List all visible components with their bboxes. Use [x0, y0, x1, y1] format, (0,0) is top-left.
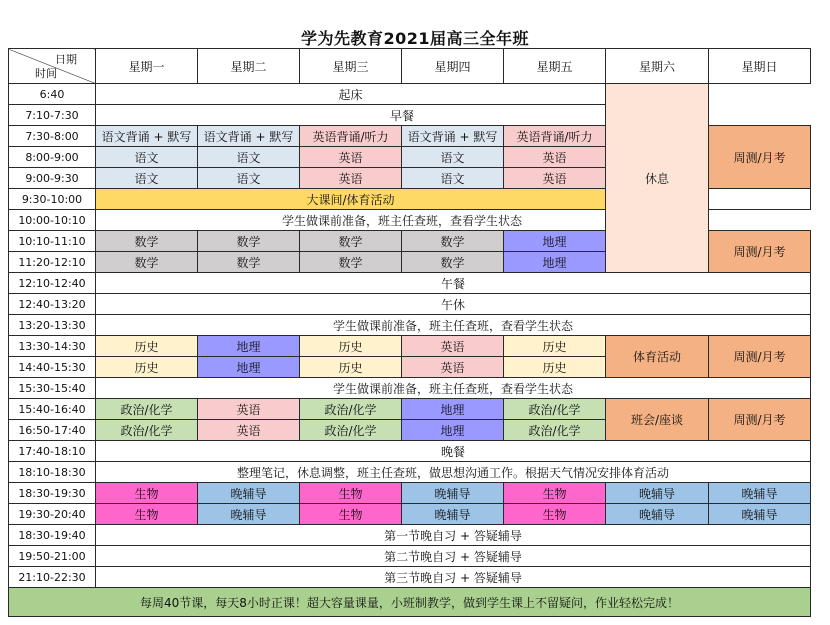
day-header-wed: 星期三	[300, 49, 402, 84]
time-slot: 10:10-11:10	[9, 231, 96, 252]
activity-cell: 大课间/体育活动	[96, 189, 606, 210]
time-slot: 13:20-13:30	[9, 315, 96, 336]
class-cell: 数学	[402, 231, 504, 252]
time-slot: 9:00-9:30	[9, 168, 96, 189]
class-cell: 地理	[198, 336, 300, 357]
activity-cell: 第一节晚自习 + 答疑辅导	[96, 525, 811, 546]
class-cell: 英语背诵/听力	[300, 126, 402, 147]
class-cell: 晚辅导	[198, 483, 300, 504]
class-cell: 生物	[300, 483, 402, 504]
footer-row	[9, 588, 811, 617]
saturday-cell: 周测/月考	[709, 126, 811, 189]
class-cell: 语文背诵 + 默写	[402, 126, 504, 147]
time-slot: 7:30-8:00	[9, 126, 96, 147]
schedule-row	[9, 504, 811, 525]
class-cell: 晚辅导	[709, 504, 811, 525]
class-cell: 生物	[504, 483, 606, 504]
class-cell: 历史	[300, 336, 402, 357]
schedule-row	[9, 441, 811, 462]
schedule-row	[9, 483, 811, 504]
sunday-cell: 休息	[606, 84, 709, 273]
class-cell: 晚辅导	[709, 483, 811, 504]
schedule-row	[9, 462, 811, 483]
schedule-row	[9, 525, 811, 546]
class-cell: 英语	[402, 357, 504, 378]
activity-cell: 整理笔记，休息调整，班主任查班，做思想沟通工作。根据天气情况安排体育活动	[96, 462, 811, 483]
time-slot: 15:30-15:40	[9, 378, 96, 399]
class-cell: 地理	[402, 399, 504, 420]
activity-cell: 起床	[96, 84, 606, 105]
class-cell: 政治/化学	[504, 420, 606, 441]
class-cell: 语文	[96, 168, 198, 189]
time-slot: 10:00-10:10	[9, 210, 96, 231]
time-slot: 19:50-21:00	[9, 546, 96, 567]
class-cell: 数学	[96, 231, 198, 252]
schedule-row	[9, 567, 811, 588]
class-cell: 语文	[402, 147, 504, 168]
activity-cell: 学生做课前准备，班主任查班，查看学生状态	[96, 378, 811, 399]
day-header-sat: 星期六	[606, 49, 709, 84]
time-slot: 16:50-17:40	[9, 420, 96, 441]
time-slot: 13:30-14:30	[9, 336, 96, 357]
class-cell: 数学	[198, 252, 300, 273]
time-slot: 18:30-19:30	[9, 483, 96, 504]
day-header-tue: 星期二	[198, 49, 300, 84]
activity-cell: 午餐	[96, 273, 811, 294]
class-cell: 数学	[300, 252, 402, 273]
class-cell: 语文背诵 + 默写	[198, 126, 300, 147]
activity-cell: 学生做课前准备，班主任查班，查看学生状态	[96, 315, 811, 336]
schedule-row	[9, 315, 811, 336]
time-slot: 11:20-12:10	[9, 252, 96, 273]
class-cell: 政治/化学	[300, 420, 402, 441]
time-label: 时间	[35, 67, 57, 80]
class-cell: 晚辅导	[198, 504, 300, 525]
saturday-cell	[709, 189, 811, 210]
time-slot: 12:10-12:40	[9, 273, 96, 294]
class-cell: 政治/化学	[504, 399, 606, 420]
class-cell: 晚辅导	[402, 504, 504, 525]
schedule-row	[9, 399, 811, 420]
class-cell: 历史	[504, 336, 606, 357]
class-cell: 英语	[504, 168, 606, 189]
time-slot: 8:00-9:00	[9, 147, 96, 168]
schedule-row	[9, 210, 811, 231]
schedule-row	[9, 273, 811, 294]
activity-cell: 早餐	[96, 105, 709, 126]
sunday-cell: 周测/月考	[709, 399, 811, 441]
time-slot: 21:10-22:30	[9, 567, 96, 588]
class-cell: 历史	[96, 357, 198, 378]
class-cell: 历史	[504, 357, 606, 378]
class-cell: 地理	[504, 231, 606, 252]
class-cell: 数学	[300, 231, 402, 252]
day-header-mon: 星期一	[96, 49, 198, 84]
activity-cell: 学生做课前准备，班主任查班，查看学生状态	[96, 210, 709, 231]
class-cell: 数学	[198, 231, 300, 252]
day-header-sun: 星期日	[709, 49, 811, 84]
class-cell: 晚辅导	[606, 504, 709, 525]
schedule-row	[9, 84, 811, 105]
schedule-row	[9, 105, 811, 126]
class-cell: 地理	[198, 357, 300, 378]
class-cell: 数学	[402, 252, 504, 273]
class-cell: 生物	[300, 504, 402, 525]
class-cell: 英语	[198, 420, 300, 441]
class-cell: 生物	[504, 504, 606, 525]
class-cell: 政治/化学	[96, 420, 198, 441]
footer-note: 每周40节课，每天8小时正课！超大容量课量，小班制教学，做到学生课上不留疑问，作业轻松完成！	[9, 588, 811, 617]
header-row	[9, 49, 811, 84]
class-cell: 地理	[504, 252, 606, 273]
class-cell: 生物	[96, 483, 198, 504]
class-cell: 生物	[96, 504, 198, 525]
class-cell: 地理	[402, 420, 504, 441]
time-slot: 6:40	[9, 84, 96, 105]
time-slot: 17:40-18:10	[9, 441, 96, 462]
activity-cell: 晚餐	[96, 441, 811, 462]
day-header-thu: 星期四	[402, 49, 504, 84]
class-cell: 语文	[198, 147, 300, 168]
time-slot: 12:40-13:20	[9, 294, 96, 315]
class-cell: 晚辅导	[606, 483, 709, 504]
class-cell: 英语	[402, 336, 504, 357]
time-slot: 18:10-18:30	[9, 462, 96, 483]
saturday-cell: 周测/月考	[709, 231, 811, 273]
schedule-body	[9, 84, 811, 588]
class-cell: 语文	[96, 147, 198, 168]
class-cell: 历史	[96, 336, 198, 357]
class-cell: 语文	[402, 168, 504, 189]
saturday-cell: 体育活动	[606, 336, 709, 378]
activity-cell: 第三节晚自习 + 答疑辅导	[96, 567, 811, 588]
class-cell: 历史	[300, 357, 402, 378]
time-slot: 7:10-7:30	[9, 105, 96, 126]
class-cell: 晚辅导	[402, 483, 504, 504]
corner-header	[9, 49, 96, 84]
time-slot: 9:30-10:00	[9, 189, 96, 210]
class-cell: 数学	[96, 252, 198, 273]
time-slot: 15:40-16:40	[9, 399, 96, 420]
time-slot: 19:30-20:40	[9, 504, 96, 525]
class-cell: 语文背诵 + 默写	[96, 126, 198, 147]
time-slot: 18:30-19:40	[9, 525, 96, 546]
schedule-row	[9, 336, 811, 357]
date-label: 日期	[55, 53, 77, 66]
class-cell: 英语	[300, 168, 402, 189]
page-title: 学为先教育2021届高三全年班	[300, 29, 530, 48]
schedule-row	[9, 294, 811, 315]
schedule-table	[8, 48, 811, 617]
class-cell: 语文	[198, 168, 300, 189]
class-cell: 英语	[504, 147, 606, 168]
schedule-row	[9, 546, 811, 567]
activity-cell: 第二节晚自习 + 答疑辅导	[96, 546, 811, 567]
class-cell: 英语	[198, 399, 300, 420]
sunday-cell: 周测/月考	[709, 336, 811, 378]
schedule-row	[9, 378, 811, 399]
day-header-fri: 星期五	[504, 49, 606, 84]
saturday-cell: 班会/座谈	[606, 399, 709, 441]
class-cell: 英语背诵/听力	[504, 126, 606, 147]
class-cell: 英语	[300, 147, 402, 168]
class-cell: 政治/化学	[96, 399, 198, 420]
activity-cell: 午休	[96, 294, 811, 315]
time-slot: 14:40-15:30	[9, 357, 96, 378]
class-cell: 政治/化学	[300, 399, 402, 420]
